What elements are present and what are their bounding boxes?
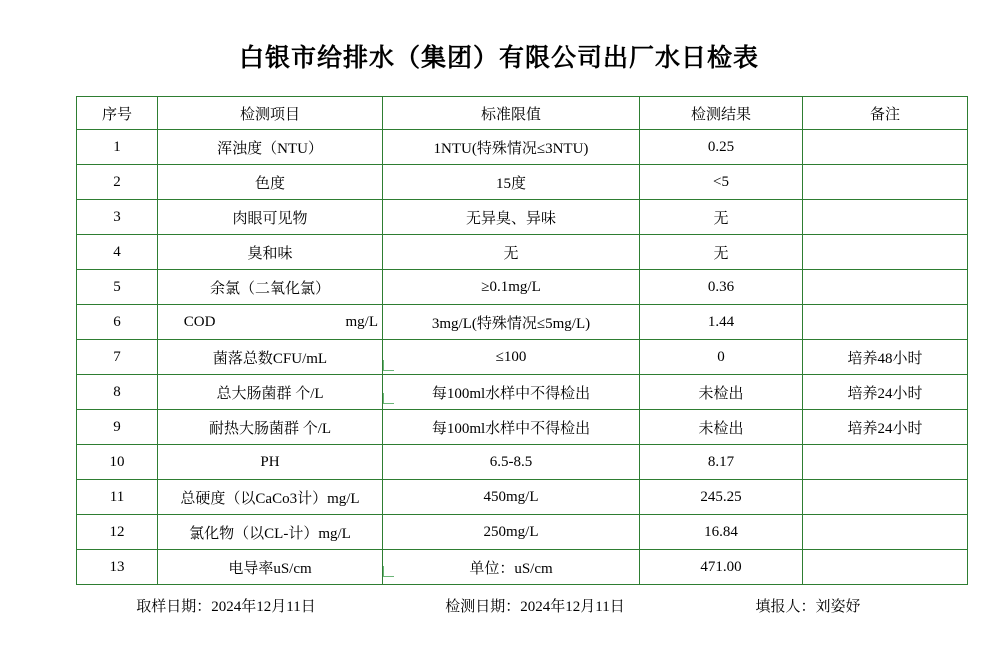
cell-remark bbox=[803, 480, 968, 515]
corner-mark-icon bbox=[383, 360, 394, 371]
table-row bbox=[77, 235, 968, 270]
cell-limit: 450mg/L bbox=[383, 480, 640, 515]
cell-remark: 培养24小时 bbox=[803, 375, 968, 410]
report-table-wrap bbox=[76, 96, 922, 585]
cell-remark bbox=[803, 200, 968, 235]
cell-remark bbox=[803, 550, 968, 585]
cell-remark bbox=[803, 445, 968, 480]
cell-limit: 3mg/L(特殊情况≤5mg/L) bbox=[383, 305, 640, 340]
cell-limit: ≥0.1mg/L bbox=[383, 270, 640, 305]
cell-item bbox=[158, 305, 383, 340]
corner-mark-icon bbox=[383, 566, 394, 577]
cell-limit: 6.5-8.5 bbox=[383, 445, 640, 480]
cell-no: 6 bbox=[77, 305, 158, 340]
cell-no: 5 bbox=[77, 270, 158, 305]
cell-remark bbox=[803, 130, 968, 165]
cell-no: 4 bbox=[77, 235, 158, 270]
cell-no: 7 bbox=[77, 340, 158, 375]
table-row bbox=[77, 130, 968, 165]
header-limit: 标准限值 bbox=[383, 97, 640, 130]
cell-result: 0 bbox=[640, 340, 803, 375]
table-row bbox=[77, 375, 968, 410]
cell-result: 16.84 bbox=[640, 515, 803, 550]
cell-result: 未检出 bbox=[640, 410, 803, 445]
cell-remark bbox=[803, 270, 968, 305]
cell-limit: 无异臭、异味 bbox=[383, 200, 640, 235]
table-row bbox=[77, 480, 968, 515]
cell-result: 8.17 bbox=[640, 445, 803, 480]
cell-remark: 培养48小时 bbox=[803, 340, 968, 375]
cell-item: 色度 bbox=[158, 165, 383, 200]
test-date: 检测日期：2024年12月11日 bbox=[445, 598, 625, 615]
cell-item: 余氯（二氧化氯） bbox=[158, 270, 383, 305]
header-no: 序号 bbox=[77, 97, 158, 130]
cell-no: 13 bbox=[77, 550, 158, 585]
daily-inspection-table bbox=[76, 96, 968, 585]
cell-limit: ≤100 bbox=[383, 340, 640, 375]
table-header-row bbox=[77, 97, 968, 130]
table-row bbox=[77, 340, 968, 375]
cell-item-unit: mg/L bbox=[345, 313, 378, 330]
cell-no: 3 bbox=[77, 200, 158, 235]
cell-item: 菌落总数CFU/mL bbox=[158, 340, 383, 375]
cell-result: 0.36 bbox=[640, 270, 803, 305]
sample-date: 取样日期：2024年12月11日 bbox=[136, 598, 316, 615]
cell-result: 0.25 bbox=[640, 130, 803, 165]
cell-remark: 培养24小时 bbox=[803, 410, 968, 445]
header-remark: 备注 bbox=[803, 97, 968, 130]
table-row bbox=[77, 270, 968, 305]
table-header bbox=[77, 97, 968, 130]
cell-result: 471.00 bbox=[640, 550, 803, 585]
report-footer bbox=[76, 585, 922, 625]
cell-item: PH bbox=[158, 445, 383, 480]
cell-limit: 无 bbox=[383, 235, 640, 270]
cell-remark bbox=[803, 235, 968, 270]
table-row bbox=[77, 445, 968, 480]
cell-no: 1 bbox=[77, 130, 158, 165]
cell-no: 2 bbox=[77, 165, 158, 200]
cell-item: 电导率uS/cm bbox=[158, 550, 383, 585]
cell-no: 8 bbox=[77, 375, 158, 410]
cell-no: 10 bbox=[77, 445, 158, 480]
cell-result: 无 bbox=[640, 235, 803, 270]
cell-result: 1.44 bbox=[640, 305, 803, 340]
table-row bbox=[77, 410, 968, 445]
cell-item: 臭和味 bbox=[158, 235, 383, 270]
cell-remark bbox=[803, 165, 968, 200]
filler-name: 填报人：刘姿妤 bbox=[755, 598, 861, 615]
page-title: 白银市给排水（集团）有限公司出厂水日检表 bbox=[238, 45, 759, 72]
cell-limit: 15度 bbox=[383, 165, 640, 200]
cell-remark bbox=[803, 515, 968, 550]
cell-item: 耐热大肠菌群 个/L bbox=[158, 410, 383, 445]
cell-result: 未检出 bbox=[640, 375, 803, 410]
cell-limit: 单位：uS/cm bbox=[383, 550, 640, 585]
cell-no: 9 bbox=[77, 410, 158, 445]
cell-result: 无 bbox=[640, 200, 803, 235]
table-row bbox=[77, 515, 968, 550]
cell-remark bbox=[803, 305, 968, 340]
table-row bbox=[77, 165, 968, 200]
table-body bbox=[77, 130, 968, 585]
cell-no: 11 bbox=[77, 480, 158, 515]
cell-item: 总硬度（以CaCo3计）mg/L bbox=[158, 480, 383, 515]
cell-item-label: COD bbox=[183, 313, 216, 330]
cell-item: 肉眼可见物 bbox=[158, 200, 383, 235]
table-row bbox=[77, 200, 968, 235]
cell-limit: 每100ml水样中不得检出 bbox=[383, 375, 640, 410]
cell-result: <5 bbox=[640, 165, 803, 200]
cell-item: 总大肠菌群 个/L bbox=[158, 375, 383, 410]
header-result: 检测结果 bbox=[640, 97, 803, 130]
corner-mark-icon bbox=[383, 393, 394, 404]
table-row bbox=[77, 550, 968, 585]
header-item: 检测项目 bbox=[158, 97, 383, 130]
cell-limit: 每100ml水样中不得检出 bbox=[383, 410, 640, 445]
cell-no: 12 bbox=[77, 515, 158, 550]
cell-limit: 250mg/L bbox=[383, 515, 640, 550]
cell-item: 氯化物（以CL-计）mg/L bbox=[158, 515, 383, 550]
table-row bbox=[77, 305, 968, 340]
cell-result: 245.25 bbox=[640, 480, 803, 515]
cell-item: 浑浊度（NTU） bbox=[158, 130, 383, 165]
cell-limit: 1NTU(特殊情况≤3NTU) bbox=[383, 130, 640, 165]
